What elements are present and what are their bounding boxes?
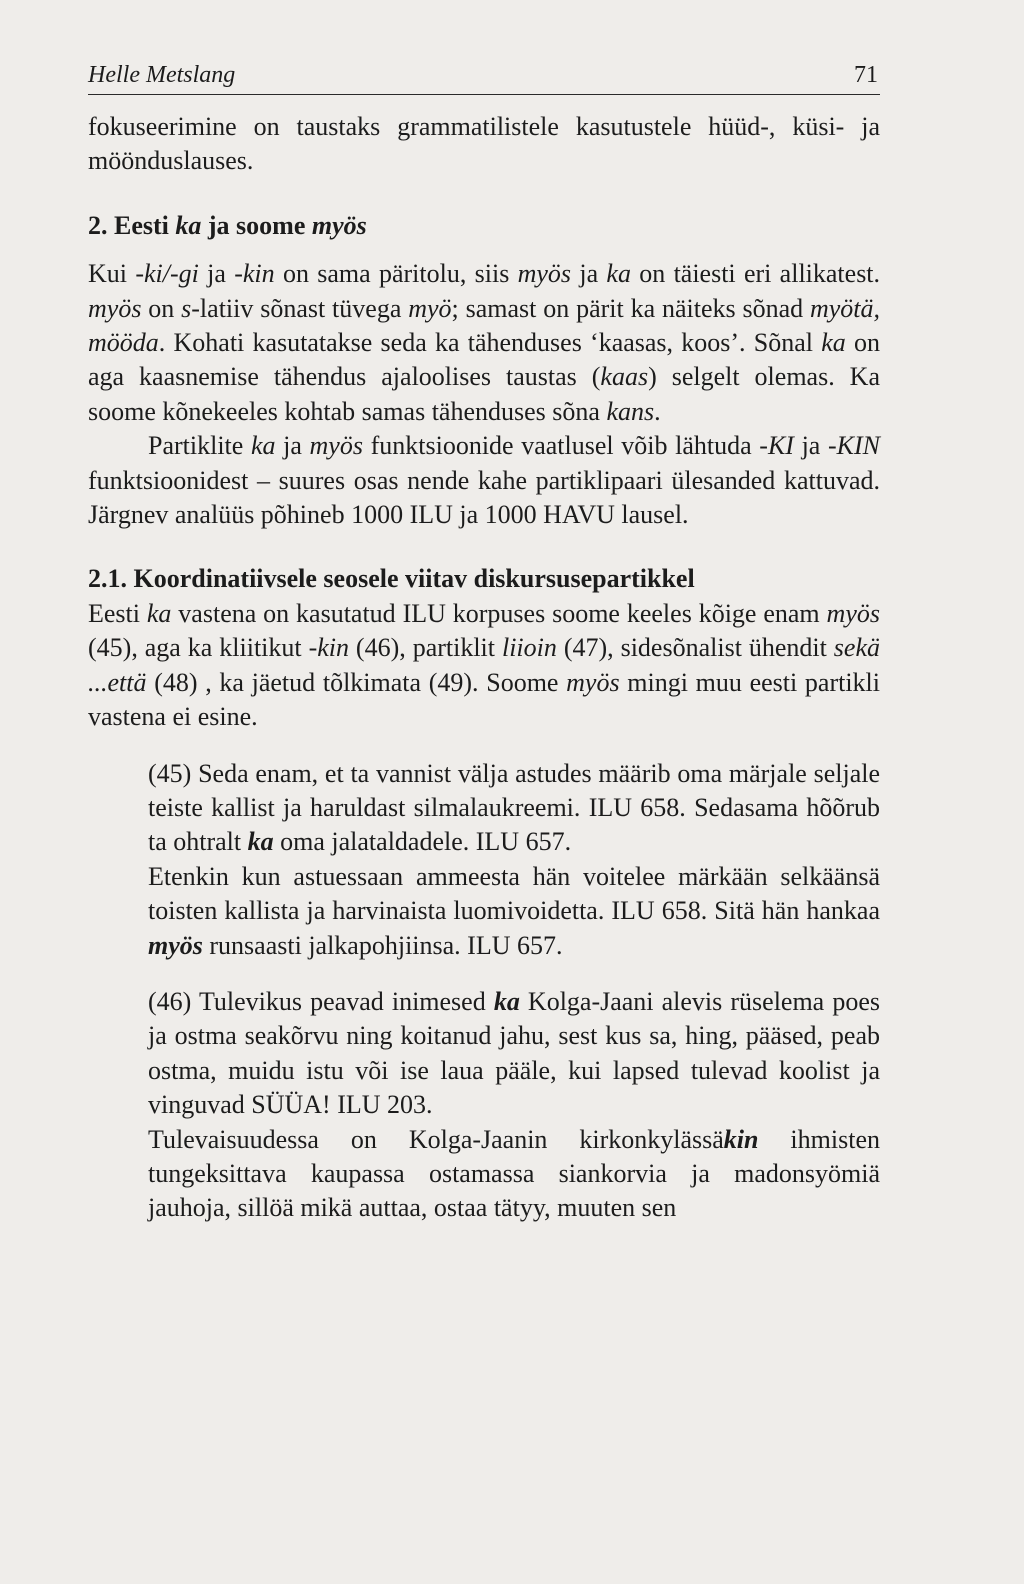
example-46-estonian: (46) Tulevikus peavad inimesed ka Kolga-Jaani alevis rüselema poes ja ostma seakõrvu ning koitanud jahu, sest kus sa, hing, pääsed, peab ostma, muidu istu või ise laua pääle, kui lapsed tulevad koolist ja vinguvad SÜÜA! ILU 203. bbox=[148, 986, 880, 1120]
paragraph-particles: Partiklite ka ja myös funktsioonide vaatlusel võib lähtuda -KI ja -KIN funktsioonidest – suures osas nende kahe partiklipaari ülesanded kattuvad. Järgnev analüüs põhineb 1000 ILU ja 1000 HAVU lausel. bbox=[88, 431, 880, 530]
running-head-author: Helle Metslang bbox=[88, 62, 236, 88]
running-header bbox=[88, 62, 880, 95]
example-45-finnish: Etenkin kun astuessaan ammeesta hän voitelee märkään selkäänsä toisten kallista ja harvinaista luomivoidetta. ILU 658. Sitä hän hankaa myös runsaasti jalkapohjiinsa. ILU 657. bbox=[148, 861, 880, 960]
example-45-estonian: (45) Seda enam, et ta vannist välja astudes määrib oma märjale seljale teiste kallist ja haruldast silmalaukreemi. ILU 658. Sedasama hõõrub ta ohtralt ka oma jalataldadele. ILU 657. bbox=[148, 758, 880, 857]
paragraph-intro: fokuseerimine on taustaks grammatilistele kasutustele hüüd-, küsi- ja möönduslauses. bbox=[88, 112, 880, 176]
page-body bbox=[88, 110, 880, 1226]
paragraph-correspondence: Eesti ka vastena on kasutatud ILU korpuses soome keeles kõige enam myös (45), aga ka kliitikut -kin (46), partiklit liioin (47), sidesõnalist ühendit sekä ...että (48) , ka jäetud tõlkimata (49). Soome myös mingi muu eesti partikli vastena ei esine. bbox=[88, 598, 880, 732]
example-46-finnish: Tulevaisuudessa on Kolga-Jaanin kirkonkylässäkin ihmisten tungeksittava kaupassa ostamassa siankorvia ja madonsyömiä jauhoja, sillöä mikä auttaa, ostaa tätyy, muuten sen bbox=[148, 1124, 880, 1223]
section-heading-2-1: 2.1. Koordinatiivsele seosele viitav diskursusepartikkel bbox=[88, 564, 695, 594]
section-heading-2: 2. Eesti ka ja soome myös bbox=[88, 210, 367, 240]
paragraph-origin: Kui -ki/-gi ja -kin on sama päritolu, siis myös ja ka on täiesti eri allikatest. myös on s-latiiv sõnast tüvega myö; samast on pärit ka näiteks sõnad myötä, mööda. Kohati kasutatakse seda ka tähenduses ‘kaasas, koos’. Sõnal ka on aga kaasnemise tähendus ajaloolises taustas (kaas) selgelt olemas. Ka soome kõnekeeles kohtab samas tähenduses sõna kans. bbox=[88, 259, 881, 426]
page-number: 71 bbox=[854, 62, 878, 88]
